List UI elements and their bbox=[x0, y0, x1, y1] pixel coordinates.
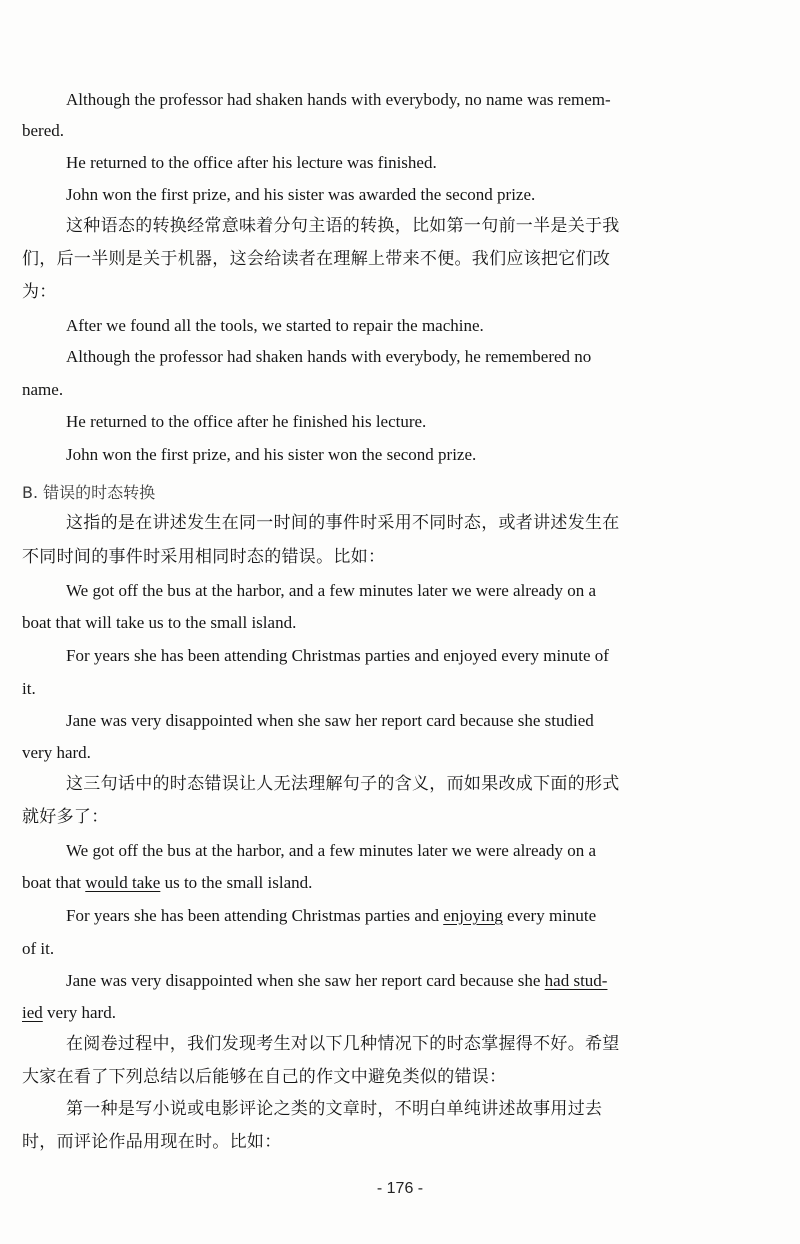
text-line-chinese: 不同时间的事件时采用相同时态的错误。比如： bbox=[22, 547, 386, 567]
text-line-chinese: 在阅卷过程中，我们发现考生对以下几种情况下的时态掌握得不好。希望 bbox=[66, 1034, 620, 1054]
text-line-chinese: 为： bbox=[22, 282, 57, 302]
text-line bbox=[66, 969, 732, 993]
text-line: name. bbox=[22, 380, 64, 399]
text-line-chinese: 这种语态的转换经常意味着分句主语的转换，比如第一句前一半是关于我 bbox=[66, 216, 620, 236]
underlined-correction: enjoying bbox=[443, 906, 503, 925]
text-line-chinese: 时，而评论作品用现在时。比如： bbox=[22, 1132, 282, 1152]
text-line bbox=[22, 1001, 732, 1025]
underlined-correction: ied bbox=[22, 1003, 43, 1022]
text-line-chinese: 大家在看了下列总结以后能够在自己的作文中避免类似的错误： bbox=[22, 1067, 507, 1087]
text-line: bered. bbox=[22, 121, 65, 140]
text-line: boat that will take us to the small island. bbox=[22, 613, 297, 632]
text-line: Jane was very disappointed when she saw her report card because she studied bbox=[66, 711, 594, 730]
text-line: John won the first prize, and his sister was awarded the second prize. bbox=[66, 185, 536, 204]
text-line: Although the professor had shaken hands with everybody, no name was remem- bbox=[66, 90, 611, 109]
text-line: it. bbox=[22, 679, 36, 698]
text-line-chinese: 第一种是写小说或电影评论之类的文章时，不明白单纯讲述故事用过去 bbox=[66, 1099, 603, 1119]
underlined-correction: had stud- bbox=[544, 971, 608, 990]
section-heading: B. 错误的时态转换 bbox=[22, 483, 156, 502]
text-segment: Jane was very disappointed when she saw her report card because she bbox=[66, 971, 545, 990]
text-segment: very hard. bbox=[42, 1003, 116, 1022]
text-line: For years she has been attending Christmas parties and enjoyed every minute of bbox=[66, 646, 609, 665]
text-segment: every minute bbox=[502, 906, 597, 925]
text-line: After we found all the tools, we started to repair the machine. bbox=[66, 316, 484, 335]
text-line: We got off the bus at the harbor, and a few minutes later we were already on a bbox=[66, 581, 597, 600]
underlined-correction: would take bbox=[85, 873, 161, 892]
page-number: - 176 - bbox=[376, 1180, 424, 1197]
text-segment: For years she has been attending Christmas parties and bbox=[66, 906, 444, 925]
text-line-chinese: 们，后一半则是关于机器，这会给读者在理解上带来不便。我们应该把它们改 bbox=[22, 249, 611, 269]
text-line: Although the professor had shaken hands with everybody, he remembered no bbox=[66, 347, 592, 366]
text-segment: boat that bbox=[22, 873, 86, 892]
text-line-chinese: 这指的是在讲述发生在同一时间的事件时采用不同时态，或者讲述发生在 bbox=[66, 513, 620, 533]
text-line-chinese: 这三句话中的时态错误让人无法理解句子的含义，而如果改成下面的形式 bbox=[66, 774, 620, 794]
text-segment: us to the small island. bbox=[160, 873, 313, 892]
text-line: John won the first prize, and his sister won the second prize. bbox=[66, 445, 477, 464]
text-line: He returned to the office after he finished his lecture. bbox=[66, 412, 427, 431]
text-line: He returned to the office after his lecture was finished. bbox=[66, 153, 437, 172]
text-line bbox=[66, 904, 732, 928]
text-line: of it. bbox=[22, 939, 55, 958]
text-line: We got off the bus at the harbor, and a few minutes later we were already on a bbox=[66, 841, 597, 860]
text-line-chinese: 就好多了： bbox=[22, 807, 109, 827]
text-line bbox=[22, 871, 732, 895]
text-line: very hard. bbox=[22, 743, 91, 762]
